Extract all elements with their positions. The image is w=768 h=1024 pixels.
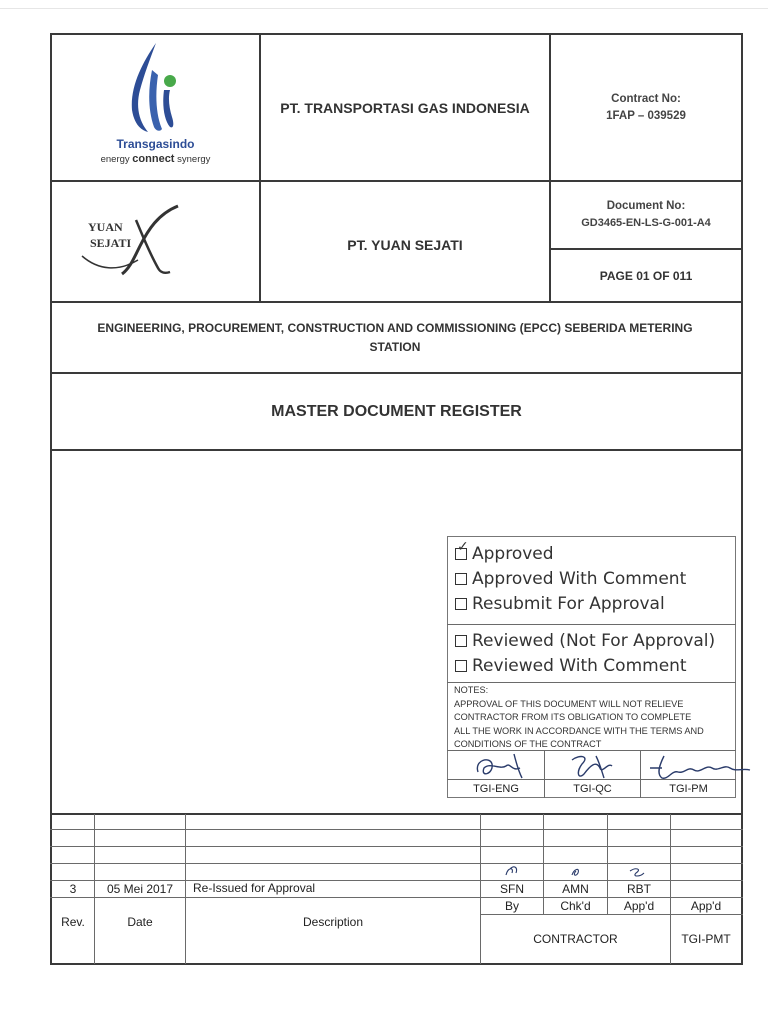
- rev-table-top: [50, 813, 743, 815]
- contract-label: Contract No:: [611, 93, 681, 105]
- header-description: Description: [302, 915, 364, 929]
- sig-label-qc: TGI-QC: [573, 783, 612, 795]
- contractor-name: PT. YUAN SEJATI: [347, 237, 463, 253]
- appd2-value: [671, 880, 741, 897]
- date-value: 05 Mei 2017: [106, 881, 174, 896]
- document-number: GD3465-EN-LS-G-001-A4: [581, 217, 711, 229]
- option-reviewed-with-comment[interactable]: Reviewed With Comment: [455, 654, 687, 679]
- scan-edge: [0, 8, 768, 9]
- header-appd: App'd: [623, 899, 655, 913]
- checkbox-icon[interactable]: [455, 598, 467, 610]
- yuan-sejati-logo: [52, 182, 259, 301]
- sig-label-eng: TGI-ENG: [473, 783, 519, 795]
- header-contractor: CONTRACTOR: [533, 932, 618, 946]
- checkbox-checked-icon[interactable]: ✓: [455, 548, 467, 560]
- header-owner: TGI-PMT: [681, 932, 731, 946]
- header-date: Date: [127, 915, 153, 929]
- option-approved-with-comment[interactable]: Approved With Comment: [455, 567, 686, 592]
- stamp-divider-2: [447, 682, 736, 683]
- rev-row-line-1: [50, 829, 743, 830]
- option-resubmit[interactable]: Resubmit For Approval: [455, 592, 665, 617]
- contract-number: 1FAP – 039529: [606, 110, 686, 122]
- checkbox-icon[interactable]: [455, 573, 467, 585]
- logo-yuan: YUAN: [88, 220, 123, 234]
- checkbox-icon[interactable]: [455, 660, 467, 672]
- transgasindo-logo-icon: [52, 35, 259, 145]
- stamp-notes: NOTES: APPROVAL OF THIS DOCUMENT WILL NOT RELIEVE CONTRACTOR FROM ITS OBLIGATION TO COMPLETE ALL THE WORK IN ACCORDANCE WITH THE TERMS AND CONDITIONS OF THE CONTRACT: [454, 685, 704, 749]
- document-cell: [551, 182, 741, 248]
- sig-label-pm: TGI-PM: [669, 783, 708, 795]
- description-value: Re-Issued for Approval: [193, 881, 316, 895]
- project-title: ENGINEERING, PROCUREMENT, CONSTRUCTION AND COMMISSIONING (EPCC) SEBERIDA METERING STATION: [97, 320, 693, 354]
- appd-value: RBT: [627, 881, 651, 896]
- chkd-value: AMN: [562, 881, 589, 896]
- by-value: SFN: [500, 881, 524, 896]
- yuan-sejati-logo-icon: [78, 200, 188, 280]
- frame-right: [741, 33, 743, 965]
- initials-signatures: [480, 863, 670, 880]
- document-label: Document No:: [606, 200, 686, 212]
- document-title: MASTER DOCUMENT REGISTER: [271, 402, 522, 420]
- option-approved[interactable]: ✓ Approved: [457, 539, 554, 564]
- rev-value: 3: [69, 881, 77, 896]
- checkbox-icon[interactable]: [455, 635, 467, 647]
- header-rev: Rev.: [61, 915, 85, 929]
- header-appd2: App'd: [690, 899, 722, 913]
- option-reviewed-not-for-approval[interactable]: Reviewed (Not For Approval): [455, 629, 715, 654]
- header-by: By: [504, 899, 519, 913]
- logo-brand: Transgasindo: [116, 137, 195, 151]
- page-number: PAGE 01 OF 011: [599, 268, 693, 283]
- frame-bottom: [50, 963, 743, 965]
- stamp-divider-1: [447, 624, 736, 625]
- logo-tagline: energy connect synergy: [100, 153, 211, 165]
- company-name: PT. TRANSPORTASI GAS INDONESIA: [280, 99, 530, 116]
- title-bottom: [50, 449, 743, 451]
- logo-sejati: SEJATI: [90, 236, 132, 250]
- header-chkd: Chk'd: [560, 899, 591, 913]
- rev-row-line-2: [50, 846, 743, 847]
- transgasindo-logo: [52, 35, 259, 180]
- signatures: [450, 750, 760, 782]
- contract-cell: [551, 35, 741, 180]
